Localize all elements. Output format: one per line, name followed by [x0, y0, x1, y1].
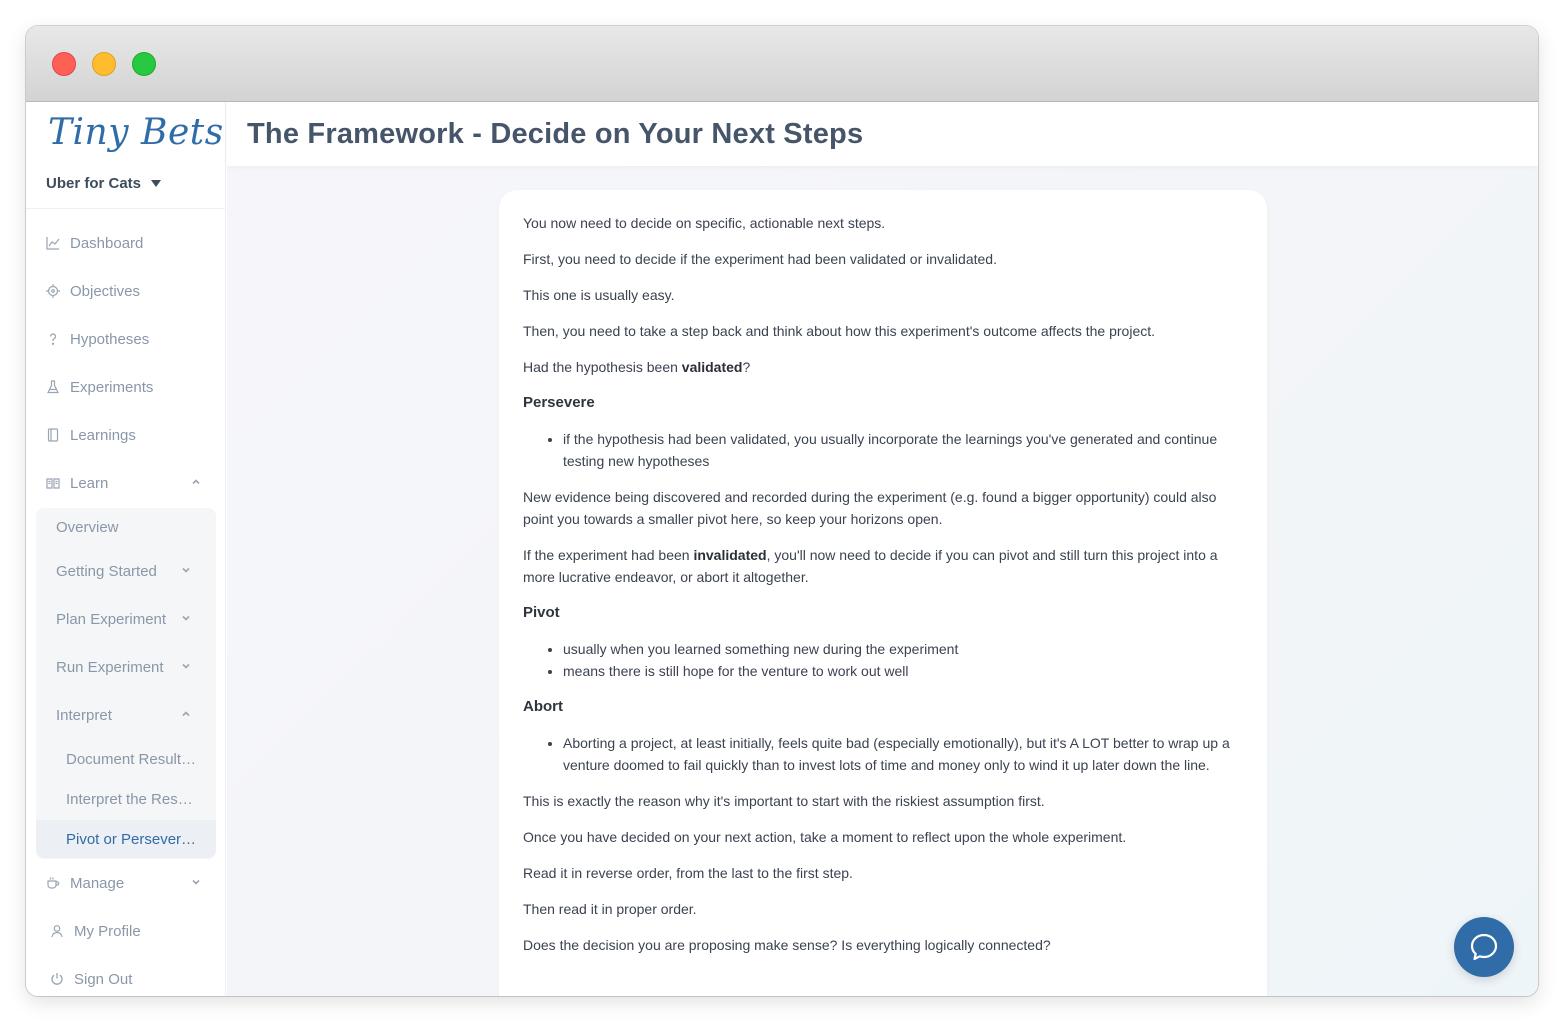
article-paragraph: First, you need to decide if the experiment had been validated or invalidated.	[523, 251, 997, 267]
sidebar-item-label: Manage	[70, 874, 125, 892]
sidebar-item-label: Dashboard	[70, 234, 144, 252]
close-window-button[interactable]	[52, 52, 76, 76]
submenu-item-label: Run Experiment	[56, 658, 164, 676]
list-item: • if the hypothesis had been validated, you usually incorporate the learnings you've generated and continue testing new hypotheses	[563, 428, 1245, 472]
submenu-item-label: Interpret the Res…	[66, 790, 193, 808]
sidebar-item-label: My Profile	[74, 922, 141, 940]
article-card	[499, 190, 1267, 996]
submenu-item-label: Overview	[56, 518, 119, 536]
sidebar-item-label: Objectives	[70, 282, 141, 300]
article-paragraph: This is exactly the reason why it's important to start with the riskiest assumption first.	[523, 793, 1045, 809]
sidebar-item-experiments[interactable]	[46, 375, 206, 399]
main-content	[227, 102, 1538, 996]
question-icon	[46, 332, 60, 346]
target-icon	[46, 284, 60, 298]
submenu-item-label: Document Result…	[66, 750, 197, 768]
chevron-down-icon	[180, 660, 192, 672]
sidebar-divider	[26, 208, 226, 209]
chevron-up-icon	[190, 476, 202, 488]
article-paragraph: Does the decision you are proposing make sense? Is everything logically connected?	[523, 937, 1051, 953]
sidebar-item-label: Learnings	[70, 426, 136, 444]
chat-bubble-icon	[1469, 932, 1499, 962]
article-paragraph: This one is usually easy.	[523, 287, 675, 303]
text-span: If the experiment had been	[523, 547, 694, 563]
power-icon	[50, 972, 64, 986]
article-paragraph: You now need to decide on specific, actionable next steps.	[523, 215, 886, 231]
submenu-item-label: Interpret	[56, 706, 112, 724]
section-heading-persevere: Persevere	[523, 394, 595, 411]
sidebar-item-manage[interactable]	[46, 871, 206, 895]
submenu-item-plan-experiment[interactable]	[56, 607, 206, 631]
submenu-item-overview[interactable]	[56, 515, 206, 539]
article-paragraph: Read it in reverse order, from the last to the first step.	[523, 865, 853, 881]
section-heading-abort: Abort	[523, 698, 563, 715]
app-logo[interactable]: Tiny Bets	[48, 112, 224, 153]
article-paragraph: Then, you need to take a step back and think about how this experiment's outcome affects the project.	[523, 323, 1156, 339]
article-paragraph: Then read it in proper order.	[523, 901, 697, 917]
coffee-cup-icon	[46, 876, 60, 890]
list-item: • means there is still hope for the venture to work out well	[563, 660, 1245, 682]
emphasis-text: invalidated	[693, 547, 767, 563]
project-selector[interactable]	[46, 175, 161, 192]
list-item: • usually when you learned something new during the experiment	[563, 638, 1245, 660]
submenu-item-getting-started[interactable]	[56, 559, 206, 583]
chevron-down-icon	[180, 612, 192, 624]
chevron-down-icon	[180, 564, 192, 576]
sidebar-item-label: Experiments	[70, 378, 154, 396]
sidebar-item-sign-out[interactable]	[50, 967, 210, 991]
sidebar-item-my-profile[interactable]	[50, 919, 210, 943]
sidebar-item-label: Learn	[70, 474, 109, 492]
caret-down-icon	[151, 180, 161, 187]
section-heading-pivot: Pivot	[523, 604, 560, 621]
sidebar-item-label: Hypotheses	[70, 330, 150, 348]
chevron-down-icon	[190, 876, 202, 888]
open-book-icon	[46, 476, 60, 490]
article-body	[523, 212, 1245, 970]
text-span: Had the hypothesis been	[523, 359, 682, 375]
submenu-item-pivot-or-persevere[interactable]	[66, 827, 206, 851]
chevron-up-icon	[180, 708, 192, 720]
sidebar-item-label: Sign Out	[74, 970, 133, 988]
pivot-list	[563, 638, 1245, 682]
submenu-item-label: Plan Experiment	[56, 610, 167, 628]
submenu-item-run-experiment[interactable]	[56, 655, 206, 679]
chart-line-icon	[46, 236, 60, 250]
minimize-window-button[interactable]	[92, 52, 116, 76]
book-icon	[46, 428, 60, 442]
persevere-list	[563, 428, 1245, 472]
sidebar-item-dashboard[interactable]	[46, 231, 206, 255]
maximize-window-button[interactable]	[132, 52, 156, 76]
abort-list	[563, 732, 1245, 776]
submenu-item-interpret[interactable]	[56, 703, 206, 727]
text-span: ?	[742, 359, 751, 375]
project-selector-label: Uber for Cats	[46, 175, 142, 192]
page-header	[227, 102, 1538, 166]
submenu-item-interpret-results[interactable]	[66, 787, 206, 811]
title-bar	[26, 26, 1538, 102]
page-title: The Framework - Decide on Your Next Steps	[247, 118, 864, 150]
submenu-item-document-results[interactable]	[66, 747, 206, 771]
app-window	[26, 26, 1538, 996]
sidebar	[26, 102, 226, 996]
sidebar-item-learn[interactable]	[46, 471, 206, 495]
sidebar-item-hypotheses[interactable]	[46, 327, 206, 351]
emphasis-text: validated	[681, 359, 743, 375]
text-span: , you'll now need to decide if you can pivot and still turn this project into a more lucrative endeavor, or abort it altogether.	[523, 547, 1218, 585]
article-paragraph: Once you have decided on your next action, take a moment to reflect upon the whole experiment.	[523, 829, 1127, 845]
article-paragraph	[523, 544, 1245, 588]
sidebar-item-learnings[interactable]	[46, 423, 206, 447]
user-icon	[50, 924, 64, 938]
chat-button[interactable]	[1454, 917, 1514, 977]
submenu-item-label: Getting Started	[56, 562, 157, 580]
list-item: • Aborting a project, at least initially, feels quite bad (especially emotionally), but it's A LOT better to wrap up a venture doomed to fail quickly than to invest lots of time and money only to wind it up later down the line.	[563, 732, 1245, 776]
article-paragraph	[523, 356, 1245, 378]
article-paragraph: New evidence being discovered and recorded during the experiment (e.g. found a bigger opportunity) could also point you towards a smaller pivot here, so keep your horizons open.	[523, 489, 1217, 527]
flask-icon	[46, 380, 60, 394]
submenu-item-label: Pivot or Persever…	[66, 830, 197, 848]
sidebar-item-objectives[interactable]	[46, 279, 206, 303]
